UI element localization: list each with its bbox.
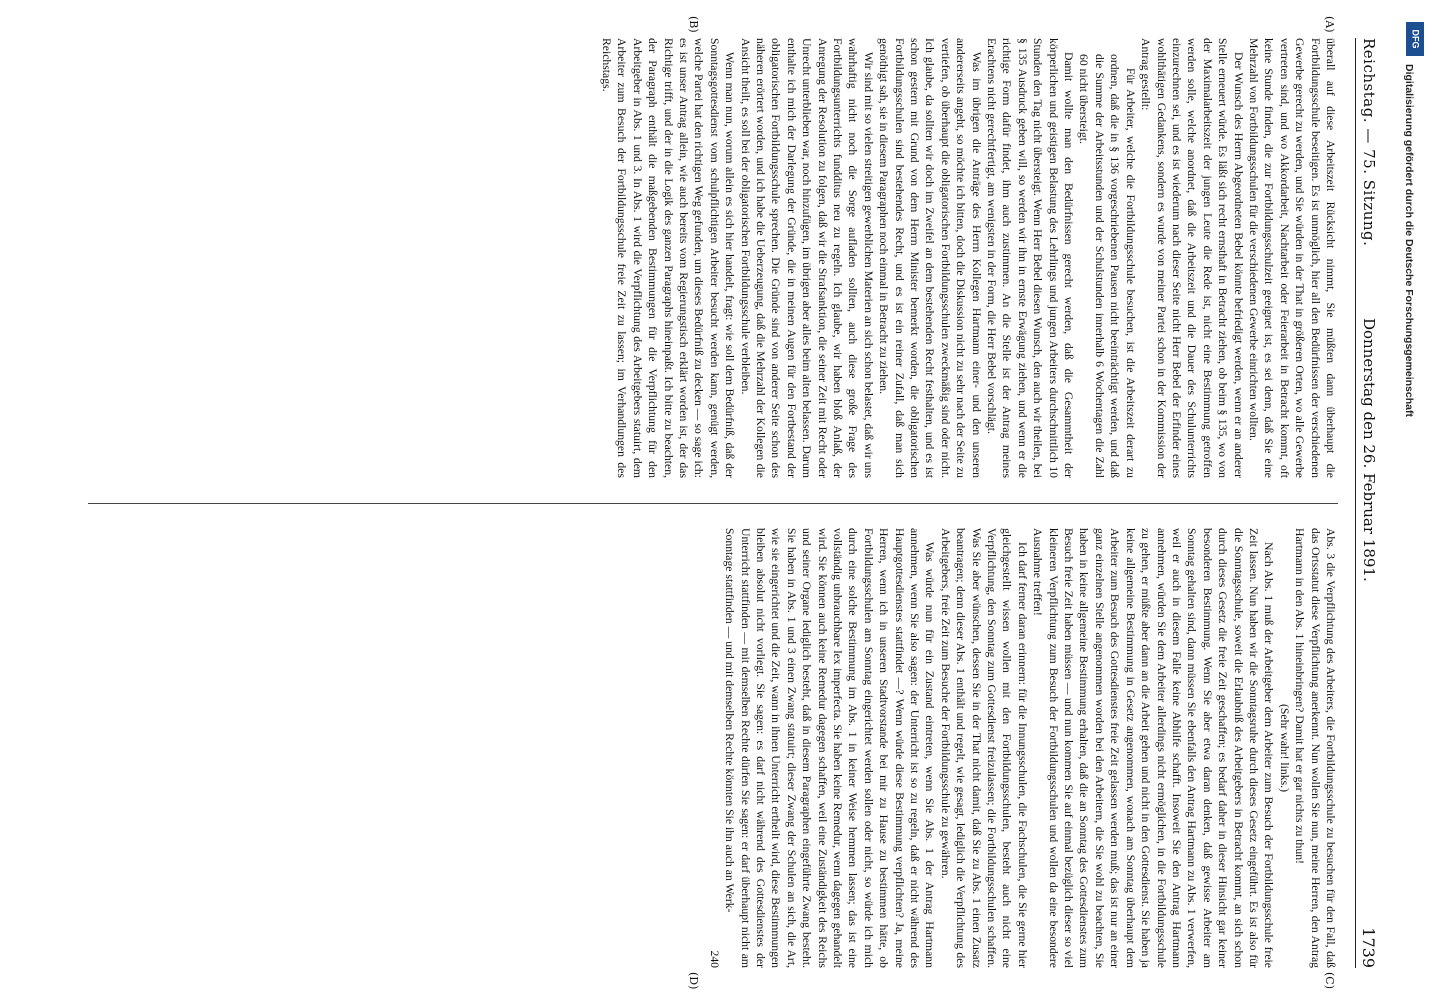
right-column bbox=[706, 528, 1338, 968]
paragraph: Was würde nun für ein Zustand eintreten, wenn Sie Abs. 1 der Antrag Hartmann annehmen, wenn Sie also sagen: der Unterricht ist so zu regeln, daß er nicht während des Hauptgottesdienstes stattfindet —? Wenn würde diese Bestimmung verpflichten? Ja, meine Herren, wenn ich in unseren Stadtvorstande bei mir zu Hause zu bestimmen hätte, ob Fortbildungsschulen am Sonntag eingerichtet werden sollen oder nicht, so würde ich mich durch eine solche Bestimmung im Abs. 1 in keiner Weise hemmen lassen; das ist eine vollständig unbrauchbare lex imperfecta. Sie haben keine Remedur, wenn dagegen gehandelt wird. Sie können auch keine Remedur dagegen schaffen, weil eine Zuständigkeit des Reichs und seiner Organe lediglich besteht, daß in diesem Paragraphen eingeführte Zwang besteht. Sie haben in Abs. 1 und 3 einen Zwang statuirt; dieser Zwang der Schulen an sich, die Art, wie sie eingerichtet und die Zeit, wann in ihnen Unterricht ertheilt wird, diese Bestimmungen bleiben absolut nicht vorliegt. Sie sagen: es darf nicht während des Gottesdienstes der Unterricht stattfinden — mit demselben Rechte dürfen Sie sagen: er darf überhaupt nicht am Sonntage stattfinden — und mit demselben Rechte könnten Sie ihn auch an Werk- bbox=[723, 528, 937, 968]
left-column bbox=[599, 38, 1339, 478]
column-divider bbox=[88, 503, 1338, 504]
paragraph: Was im übrigen die Anträge des Herrn Kollegen Hartmann einer- und den unseren andererseits angeht, so möchte ich bitten, doch die Diskussion nicht zu sehr nach der Seite zu vertiefen, ob überhaupt die obligatorischen Fortbildungsschulen zweckmäßig sind oder nicht. Ich glaube, da sollten wir doch im Zweifel an dem bestehenden Recht festhalten, und es ist schon gestern mit Grund von dem Herrn Minister bemerkt worden, die obligatorischen Fortbildungsschulen sind bestehendes Recht, und es ist ein reiner Zufall, daß man sich genöthigt sah, sie in diesem Paragraphen noch einmal in Betracht zu ziehen. bbox=[877, 38, 983, 478]
sheet-signature: 240 bbox=[707, 950, 721, 968]
margin-mark-b: (B) bbox=[687, 16, 700, 33]
paragraph: Damit wollte man den Bedürfnissen gerecht werden, daß die Gesammtheit der körperlichen und geistigen Belastung des Lehrlings und jungen Arbeiters durchschnittlich 10 Stunden den Tag nicht übersteigt. Wenn Herr Bebel diesen Wunsch, den auch wir theilen, bei § 135 Ausdruck geben will, so werden wir ihn in ernste Erwägung ziehen, und wenn er die richtige Form dafür findet, ihm auch zustimmen. An die Stelle ist der Antrag meines Erachtens nicht gerechtfertigt, am wenigsten in der Form, die Herr Bebel vorschlägt. bbox=[985, 38, 1076, 478]
paragraph: Wenn man nun, worum allein es sich hier handelt, fragt: wie soll dem Bedürfniß, daß der Sonntagsgottesdienst vom schulpflichtigen Arbeiter besucht werden kann, genügt werden, welche Partei hat den richtigen Weg gefunden, um dieses Bedürfniß zu decken — so sage ich: es ist unser Antrag allein, wie auch bereits vom Regierungstisch erklärt worden ist, der das Richtige trifft, und der in die Logik des ganzen Paragraphs hineinpaßt. Ich bitte zu beachten, der Paragraph enthält die maßgebenden Bestimmungen für die Verpflichtung für den Arbeitgeber in Abs. 1 und 3. In Abs. 1 wird die Verpflichtung des Arbeitgebers statuirt, dem Arbeiter zum Besuch der Fortbildungsschule freie Zeit zu lassen; im Verhandlungen des Reichstags. bbox=[599, 38, 737, 478]
paragraph: Nach Abs. 1 muß der Arbeitgeber dem Arbeiter zum Besuch der Fortbildungsschule freie Zeit lassen. Nun haben wir die Sonntagsruhe durch dieses Gesetz eingeführt. Es ist also für die Sonntagsschule, soweit die Erlaubniß des Arbeitgebers in Betracht kommt, an sich schon durch dieses Gesetz die freie Zeit geschaffen; es bedarf daher in dieser Hinsicht gar keiner besonderen Bestimmung. Wenn Sie aber etwa daran denken, daß gewisse Arbeiter am Sonntag gehalten sind, dann müssen Sie ebenfalls den Antrag Hartmann zu Abs. 1 verwerfen, weil er auch in diesem Falle keine Abhilfe schafft. Insoweit Sie den Antrag Hartmann annehmen, würden Sie dem Arbeiter allerdings nicht ermöglichen, in die Fortbildungsschule zu gehen, er müßte aber dann an die Arbeit gehen und nicht in den Gottesdienst. Sie haben ja keine allgemeine Bestimmung in Gesetz angenommen, wonach am Sonntag überhaupt dem Arbeiter zum Besuch des Gottesdienstes freie Zeit gelassen werden muß; das ist nur an einer ganz einzelnen Stelle angenommen worden bei den Arbeitern, die Sie wohl zu beachten, Sie haben in keine allgemeine Bestimmung erhalten, daß die an Sonntag des Gottesdienstes zum Besuch freie Zeit haben müssen — und nun kommen Sie auf einmal bezüglich dieser so viel kleineren Verpflichtung zum Besuch der Fortbildungsschulen und wollen da eine besondere Ausnahme treffen! bbox=[1031, 528, 1276, 968]
interjection: (Sehr wahr! links.) bbox=[1277, 704, 1291, 792]
dfg-logo: DFG bbox=[1406, 22, 1424, 56]
margin-mark-c: (C) bbox=[1323, 972, 1336, 989]
header-session: Reichstag. — 75. Sitzung. bbox=[1360, 38, 1378, 247]
dfg-margin: DFG Digitalisierung gefördert durch die Deutsche Forschungsgemeinschaft bbox=[1398, 0, 1432, 1000]
paragraph: Der Wunsch des Herrn Abgeordneten Bebel könnte befriedigt werden, wenn er an anderer Stelle erneuert würde. Es läßt sich recht ernsthaft in Betracht ziehen, ob beim § 135, wo von der Maximalarbeitszeit der jungen Leute die Rede ist, nicht eine Bestimmung getroffen werden solle, welche anordnet, daß die Arbeitszeit und die Dauer des Schulunterrichts einzurechnen sei, und es ist wiederum nach dieser Seite nicht Herr Bebel der Erfinder eines wohlthätigen Gedankens, sondern es wurde von meiner Partei schon in der Kommission der Antrag gestellt: bbox=[1139, 38, 1245, 478]
page-header bbox=[1348, 38, 1378, 968]
paragraph: Wir sind mit so vielen streitigen gewerblichen Materien an sich schon belastet, daß wir uns wahrhaftig nicht noch die Sorge aufladen sollten, auch diese große Frage des Fortbildungsunterrichts fundditus neu zu regeln. Ich glaube, wir haben bloß Anlaß, der Anregung der Resolution zu folgen, daß wir die Strafsanktion, die seiner Zeit mit Recht oder Unrecht unterblieben war, noch hinzufügen, im übrigen aber alles beim alten belassen. Darum enthalte ich mich der Darlegung der Gründe, die in meinen Augen für den Fortbestand der obligatorischen Fortbildungsschule sprechen. Die Gründe sind von anderer Seite schon des näheren erörtert worden, und ich habe die Ueberzeugung, daß die Mehrzahl der Kollegen die Ansicht theilt, es soll bei der obligatorischen Fortbildungsschule verbleiben. bbox=[738, 38, 875, 478]
page-number: 1739 bbox=[1359, 927, 1378, 968]
paragraph: Abs. 3 die Verpflichtung des Arbeiters, die Fortbildungsschule zu besuchen für den Fall, daß das Ortsstatut diese Verpflichtung anerkennt. Nun wollen Sie nun, meine Herren, den Antrag Hartmann in den Abs. 1 hineinbringen? Damit hat er gar nichts zu thun! bbox=[1293, 528, 1337, 968]
margin-mark-a: (A) bbox=[1323, 16, 1336, 33]
margin-mark-d: (D) bbox=[687, 972, 700, 990]
quoted-motion: Für Arbeiter, welche die Fortbildungsschule besuchen, ist die Arbeitszeit derart zu ordnen, daß die in § 136 vorgeschriebenen Pausen nicht beeinträchtigt werden, und daß die Summe der Arbeitsstunden und der Schulstunden innerhalb 6 Wochentagen die Zahl 60 nicht übersteigt. bbox=[1077, 54, 1137, 478]
header-date: Donnerstag den 26. Februar 1891. bbox=[1360, 318, 1378, 582]
paragraph: Ich darf ferner daran erinnern: für die Innungsschulen, die Fachschulen, die Sie gerne hier gleichgestellt wissen wollen mit den Fortbildungsschulen, besteht auch nicht eine Verpflichtung, den Sonntag zum Gottesdienst freizulassen; die Fortbildungsschulen schaffen. Was Sie aber wünschen, dessen Sie in der That nicht damit, daß Sie zu Abs. 1 einen Zusatz beantragen; denn dieser Abs. 1 enthält und regelt, wie gesagt, lediglich die Verpflichtung des Arbeitgebers, freie Zeit zum Besuche der Fortbildungsschule zu gewähren. bbox=[938, 528, 1029, 968]
paragraph: überall auf diese Arbeitszeit Rücksicht nimmt, Sie müßten dann überhaupt die Fortbildungsschule beseitigen. Es ist unmöglich, hier all den Bedürfnissen der verschiedenen Gewerbe gerecht zu werden, und Sie würden in der That in größeren Orten, wo alle Gewerbe vertreten sind, und wo Akkordarbeit, Nachtarbeit oder Feierarbeit in Betracht kommt, oft keine Stunde finden, die zur Fortbildungsschulzeit geeignet ist, es sei denn, daß Sie eine Mehrzahl von Fortbildungsschulen für die verschiedenen Gewerbe einrichten wollten. bbox=[1246, 38, 1337, 478]
header-rule bbox=[1355, 38, 1356, 968]
